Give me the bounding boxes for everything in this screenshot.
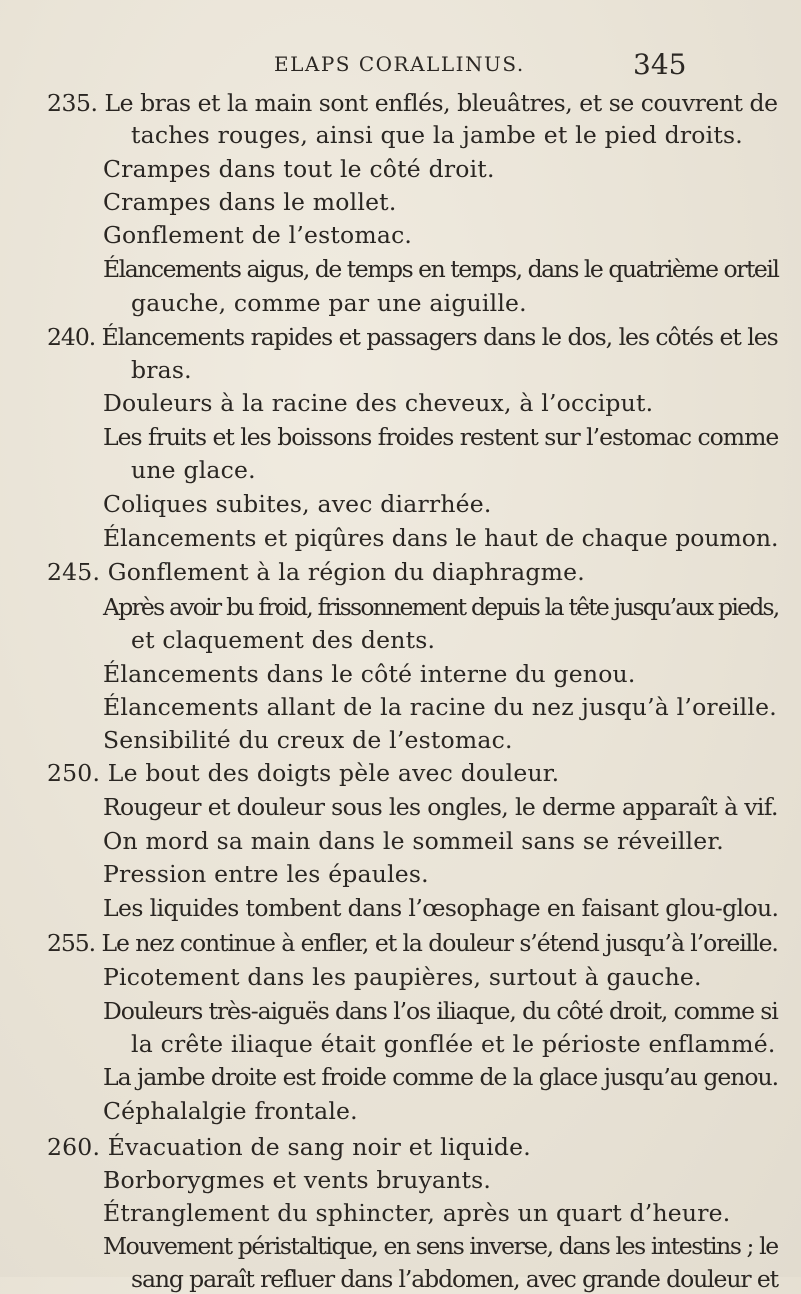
text-line: 255. Le nez continue à enfler, et la douleur s’étend jusqu’à l’oreille. <box>47 929 778 957</box>
text-line: Gonflement de l’estomac. <box>103 221 413 249</box>
text-line: 250. Le bout des doigts pèle avec douleur. <box>47 759 560 787</box>
text-line: taches rouges, ainsi que la jambe et le pied droits. <box>131 121 743 149</box>
page-number: 345 <box>633 48 687 81</box>
text-line: Élancements et piqûres dans le haut de chaque poumon. <box>103 524 779 552</box>
text-line: Élancements dans le côté interne du genou. <box>103 660 636 688</box>
text-line: 235. Le bras et la main sont enflés, bleuâtres, et se couvrent de <box>47 89 778 117</box>
text-line: bras. <box>131 356 192 384</box>
text-line: 240. Élancements rapides et passagers dans le dos, les côtés et les <box>47 323 778 351</box>
text-line: Céphalalgie frontale. <box>103 1097 358 1125</box>
text-line: gauche, comme par une aiguille. <box>131 289 527 317</box>
text-line: Les fruits et les boissons froides restent sur l’estomac comme <box>103 423 779 451</box>
text-line: Crampes dans le mollet. <box>103 188 397 216</box>
text-line: la crête iliaque était gonflée et le périoste enflammé. <box>131 1030 776 1058</box>
text-line: Après avoir bu froid, frissonnement depuis la tête jusqu’aux pieds, <box>103 593 779 621</box>
text-line: Mouvement péristaltique, en sens inverse, dans les intestins ; le <box>103 1232 778 1260</box>
text-line: une glace. <box>131 456 256 484</box>
text-line: Étranglement du sphincter, après un quart d’heure. <box>103 1199 731 1227</box>
text-line: Picotement dans les paupières, surtout à gauche. <box>103 963 702 991</box>
running-head-title: ELAPS CORALLINUS. <box>274 52 525 76</box>
text-line: Les liquides tombent dans l’œsophage en faisant glou-glou. <box>103 894 779 922</box>
text-line: Élancements allant de la racine du nez jusqu’à l’oreille. <box>103 693 777 721</box>
text-line: Borborygmes et vents bruyants. <box>103 1166 492 1194</box>
text-line: On mord sa main dans le sommeil sans se réveiller. <box>103 827 724 855</box>
text-line: Pression entre les épaules. <box>103 860 429 888</box>
text-line: La jambe droite est froide comme de la glace jusqu’au genou. <box>103 1063 779 1091</box>
text-line: Élancements aigus, de temps en temps, dans le quatrième orteil <box>103 255 779 283</box>
text-line: Douleurs à la racine des cheveux, à l’occiput. <box>103 389 654 417</box>
text-line: Crampes dans tout le côté droit. <box>103 155 495 183</box>
text-line: 260. Évacuation de sang noir et liquide. <box>47 1133 531 1161</box>
text-line: et claquement des dents. <box>131 626 436 654</box>
text-line: Coliques subites, avec diarrhée. <box>103 490 492 518</box>
text-line: Rougeur et douleur sous les ongles, le derme apparaît à vif. <box>103 793 778 821</box>
text-line: Sensibilité du creux de l’estomac. <box>103 726 513 754</box>
text-line: 245. Gonflement à la région du diaphragme. <box>47 558 585 586</box>
text-line: Douleurs très-aiguës dans l’os iliaque, du côté droit, comme si <box>103 997 778 1025</box>
text-line: sang paraît refluer dans l’abdomen, avec grande douleur et <box>131 1265 778 1293</box>
running-head <box>0 48 801 82</box>
